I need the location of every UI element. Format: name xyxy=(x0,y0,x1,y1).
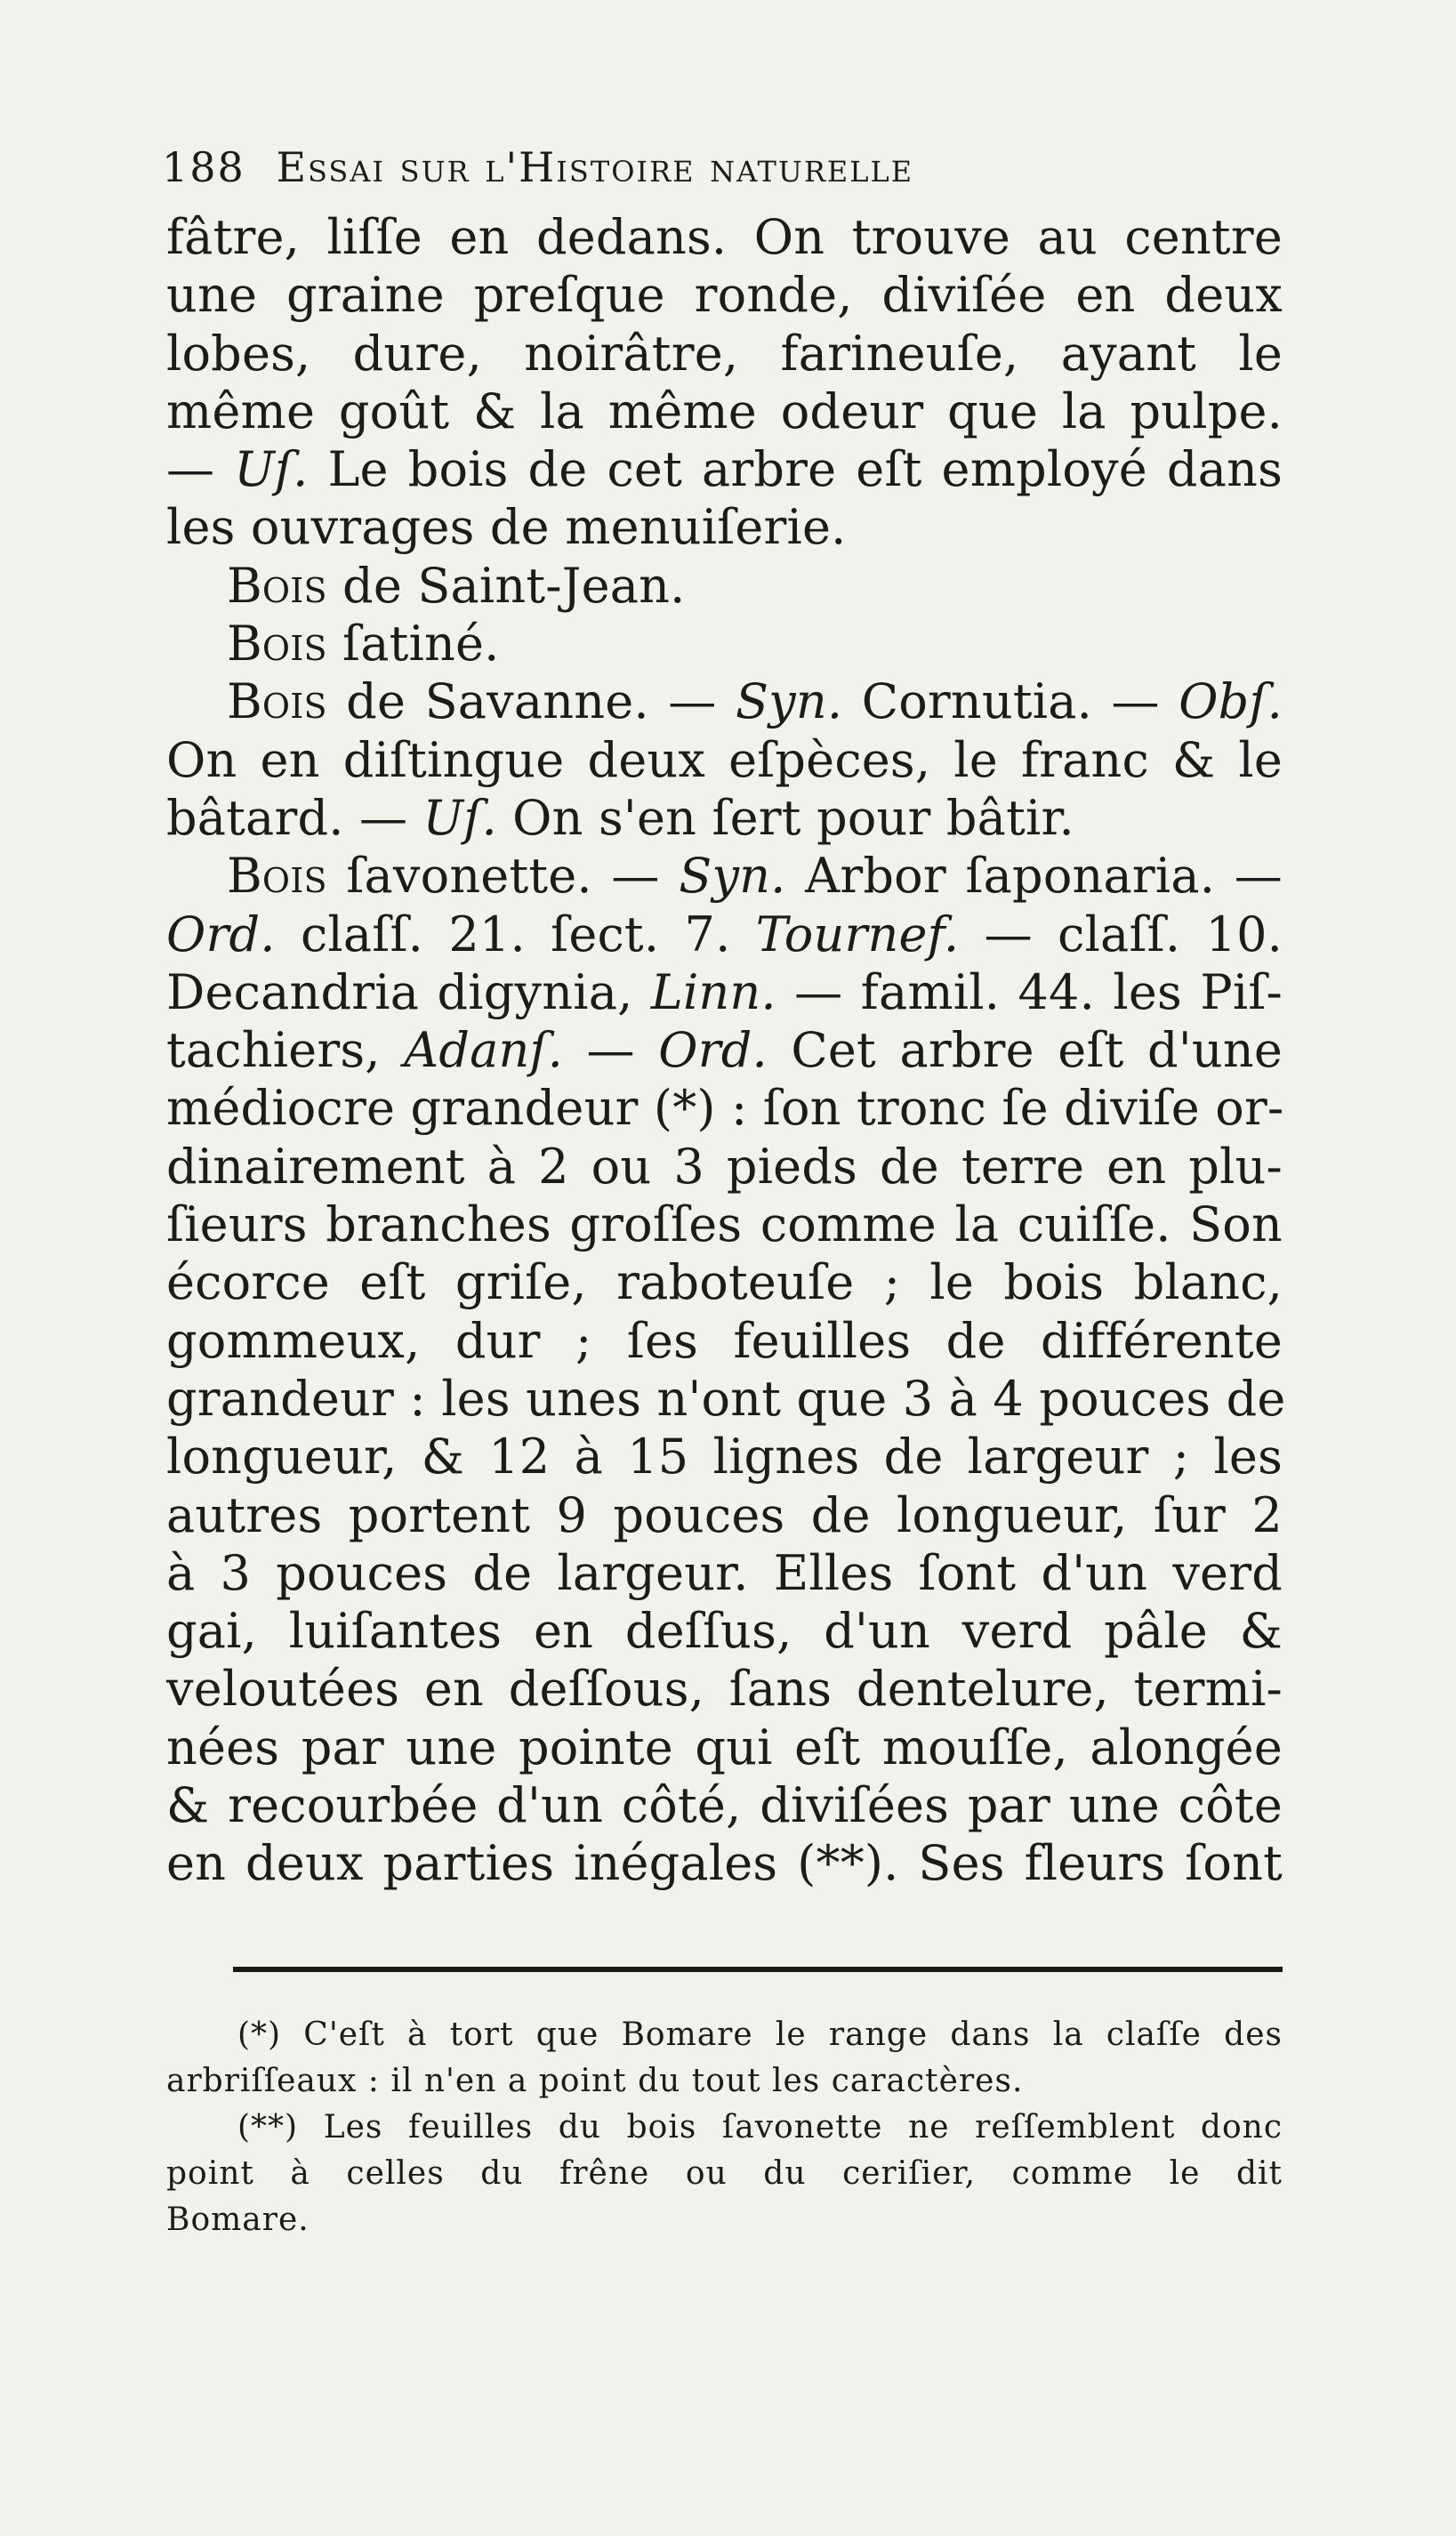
main-text xyxy=(166,208,1286,1893)
footnote-1-line: arbriſſeaux : il n'en a point du tout les caractères. xyxy=(166,2063,1024,2099)
text-line: veloutées en deſſous, ſans dentelure, termi- xyxy=(166,1661,1283,1718)
text-line: dinairement à 2 ou 3 pieds de terre en plu- xyxy=(166,1138,1283,1195)
text-line: médiocre grandeur (*) : ſon tronc ſe diviſe or- xyxy=(166,1080,1284,1137)
entry-bois-de-saint-jean: Bois de Saint-Jean. xyxy=(227,557,686,614)
text-line: On en diſtingue deux eſpèces, le franc & le xyxy=(166,731,1283,788)
text-line: en deux parties inégales (**). Ses fleurs ſont xyxy=(166,1835,1283,1892)
page-number: 188 xyxy=(162,143,245,191)
text-line: nées par une pointe qui eſt mouſſe, alongée xyxy=(166,1719,1283,1775)
text-line: longueur, & 12 à 15 lignes de largeur ; les xyxy=(166,1429,1283,1485)
text-line: gai, luiſantes en deſſus, d'un verd pâle & xyxy=(166,1603,1283,1660)
text-line: à 3 pouces de largeur. Elles ſont d'un verd xyxy=(166,1544,1283,1601)
text-line: Ord. claſſ. 21. ſect. 7. Tournef. — claſſ. 10. xyxy=(166,906,1283,962)
footnotes xyxy=(166,2012,1283,2243)
footnote-2-line: point à celles du frêne ou du ceriſier, comme le dit xyxy=(166,2155,1283,2192)
text-line: gommeux, dur ; ſes feuilles de différente xyxy=(166,1312,1283,1369)
running-title: Essai sur l'Histoire naturelle xyxy=(276,143,914,191)
entry-bois-satine: Bois ſatiné. xyxy=(227,616,500,672)
running-header xyxy=(162,142,1283,192)
footnote-2-line: (**) Les feuilles du bois ſavonette ne reſſemblent donc xyxy=(237,2109,1283,2146)
text-line: une graine preſque ronde, diviſée en deux xyxy=(166,267,1283,324)
text-line: bâtard. — Uſ. On s'en ſert pour bâtir. xyxy=(166,789,1074,846)
text-line: grandeur : les unes n'ont que 3 à 4 pouces de xyxy=(166,1370,1286,1427)
text-line: Decandria digynia, Linn. — famil. 44. les Piſ- xyxy=(166,963,1283,1020)
text-line: lobes, dure, noirâtre, farineuſe, ayant le xyxy=(166,325,1283,382)
footnote-divider xyxy=(233,1967,1283,1972)
text-line: les ouvrages de menuiſerie. xyxy=(166,499,847,556)
text-line: fâtre, liſſe en dedans. On trouve au centre xyxy=(166,209,1283,265)
text-line: même goût & la même odeur que la pulpe. xyxy=(166,382,1283,439)
entry-bois-savonette: Bois ſavonette. — Syn. Arbor ſaponaria. — xyxy=(227,848,1283,905)
text-line: tachiers, Adanſ. — Ord. Cet arbre eſt d'une xyxy=(166,1022,1283,1079)
text-line: ſieurs branches groſſes comme la cuiſſe. Son xyxy=(166,1196,1283,1253)
text-line: & recourbée d'un côté, diviſées par une côte xyxy=(166,1777,1283,1834)
footnote-1-line: (*) C'eſt à tort que Bomare le range dans la claſſe des xyxy=(237,2017,1283,2053)
text-line: — Uſ. Le bois de cet arbre eſt employé dans xyxy=(166,441,1283,498)
entry-bois-de-savanne: Bois de Savanne. — Syn. Cornutia. — Obſ. xyxy=(227,673,1283,730)
footnote-2-line: Bomare. xyxy=(166,2202,310,2238)
text-line: autres portent 9 pouces de longueur, ſur 2 xyxy=(166,1486,1283,1543)
text-line: écorce eſt griſe, raboteuſe ; le bois blanc, xyxy=(166,1254,1283,1311)
